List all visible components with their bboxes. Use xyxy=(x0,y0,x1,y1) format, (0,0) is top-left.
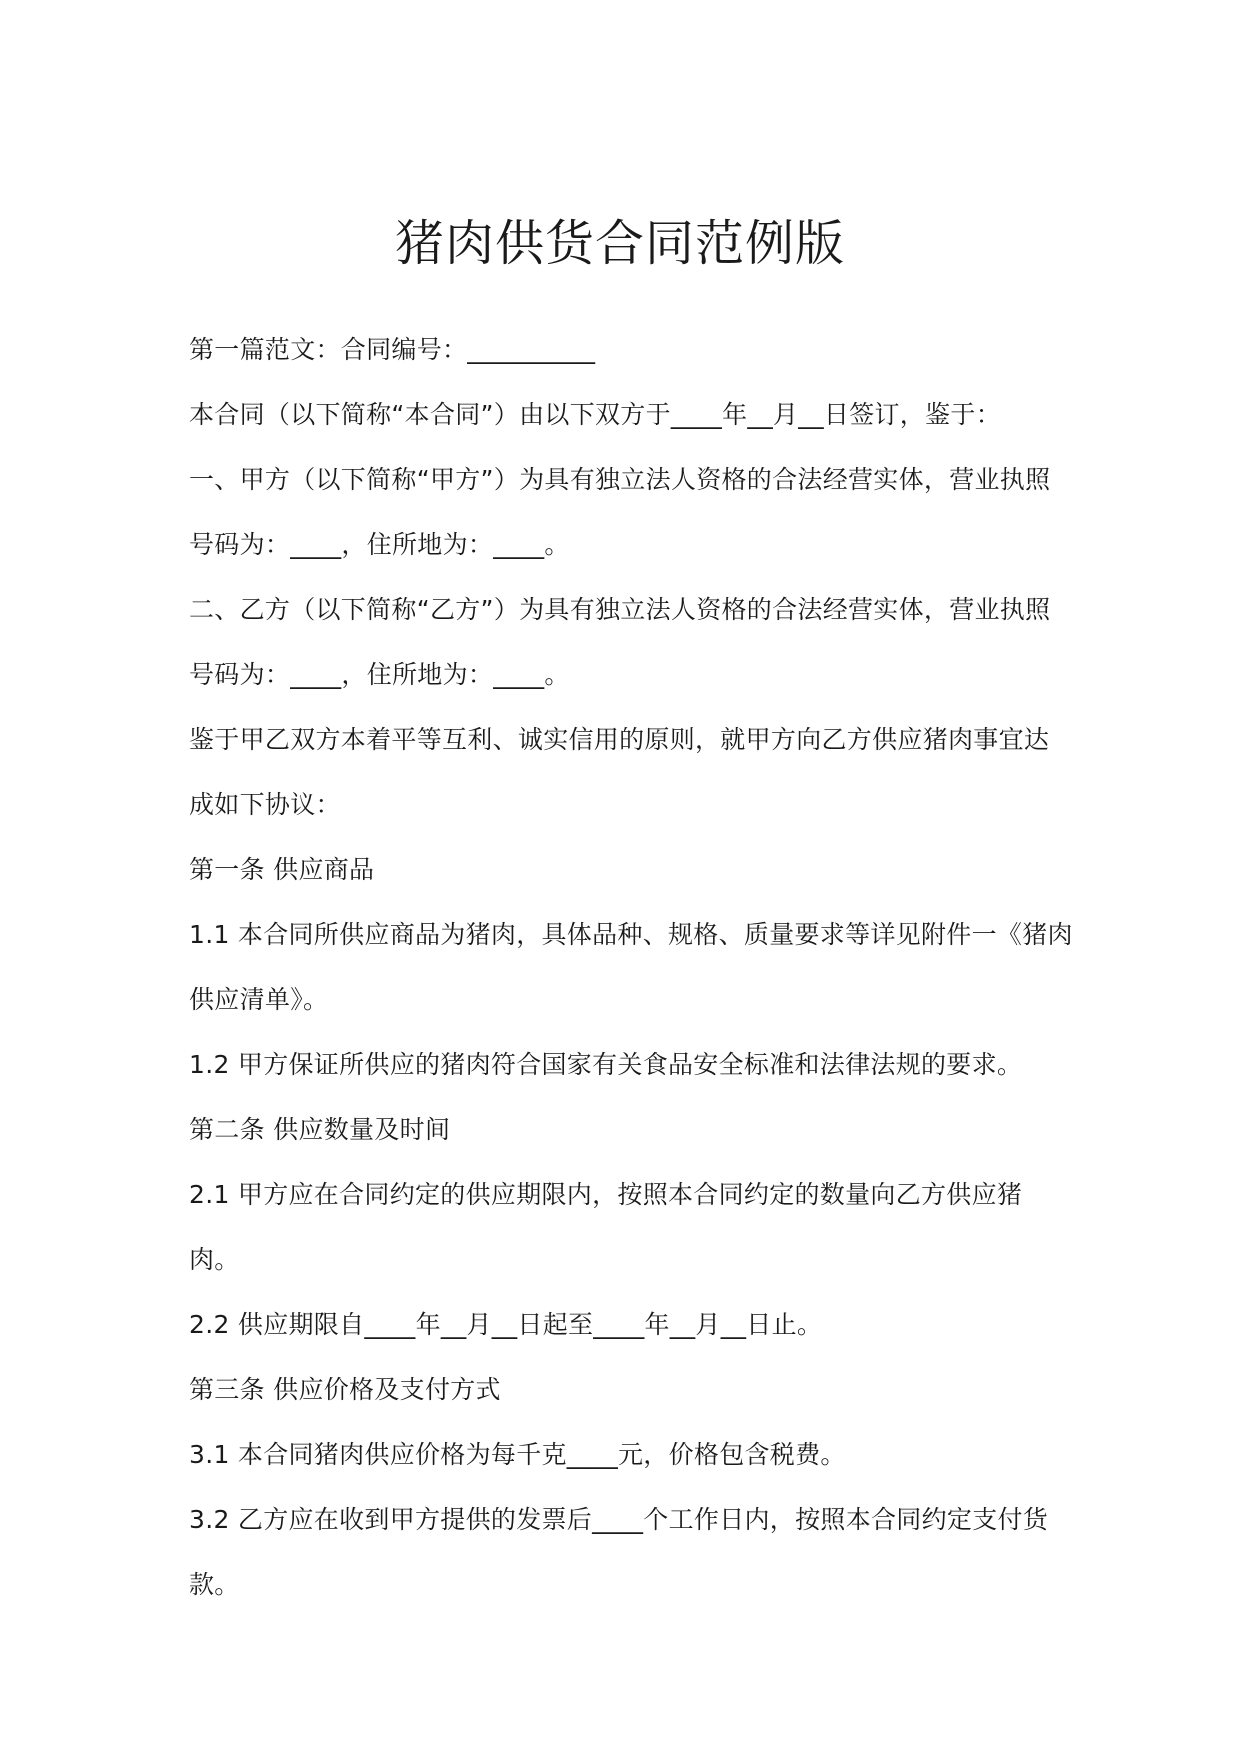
article-2-heading: 第二条 供应数量及时间 xyxy=(189,1115,451,1144)
clause-3-2-line-2: 款。 xyxy=(189,1570,240,1599)
article-3-heading: 第三条 供应价格及支付方式 xyxy=(189,1375,501,1404)
party-a-line-1: 一、甲方（以下简称“甲方”）为具有独立法人资格的合法经营实体，营业执照 xyxy=(189,465,1051,494)
clause-1-1-line-1: 1.1 本合同所供应商品为猪肉，具体品种、规格、质量要求等详见附件一《猪肉 xyxy=(189,920,1073,949)
party-b-line-2: 号码为：____，住所地为：____。 xyxy=(189,660,570,689)
clause-2-1-line-1: 2.1 甲方应在合同约定的供应期限内，按照本合同约定的数量向乙方供应猪 xyxy=(189,1180,1023,1209)
recital-line-1: 鉴于甲乙双方本着平等互利、诚实信用的原则，就甲方向乙方供应猪肉事宜达 xyxy=(189,725,1050,754)
document-body xyxy=(189,317,1073,1617)
article-1-heading: 第一条 供应商品 xyxy=(189,855,375,884)
preamble-line: 本合同（以下简称“本合同”）由以下双方于____年__月__日签订，鉴于： xyxy=(189,400,1002,429)
recital-line-2: 成如下协议： xyxy=(189,790,341,819)
clause-3-1: 3.1 本合同猪肉供应价格为每千克____元，价格包含税费。 xyxy=(189,1440,846,1469)
party-b-line-1: 二、乙方（以下简称“乙方”）为具有独立法人资格的合法经营实体，营业执照 xyxy=(189,595,1051,624)
clause-1-1-line-2: 供应清单》。 xyxy=(189,985,329,1014)
clause-2-2: 2.2 供应期限自____年__月__日起至____年__月__日止。 xyxy=(189,1310,823,1339)
party-a-line-2: 号码为：____，住所地为：____。 xyxy=(189,530,570,559)
clause-1-2: 1.2 甲方保证所供应的猪肉符合国家有关食品安全标准和法律法规的要求。 xyxy=(189,1050,1023,1079)
document-title: 猪肉供货合同范例版 xyxy=(394,215,845,272)
clause-3-2-line-1: 3.2 乙方应在收到甲方提供的发票后____个工作日内，按照本合同约定支付货 xyxy=(189,1505,1049,1534)
clause-2-1-line-2: 肉。 xyxy=(189,1245,240,1274)
contract-number-line: 第一篇范文：合同编号：__________ xyxy=(189,335,596,364)
